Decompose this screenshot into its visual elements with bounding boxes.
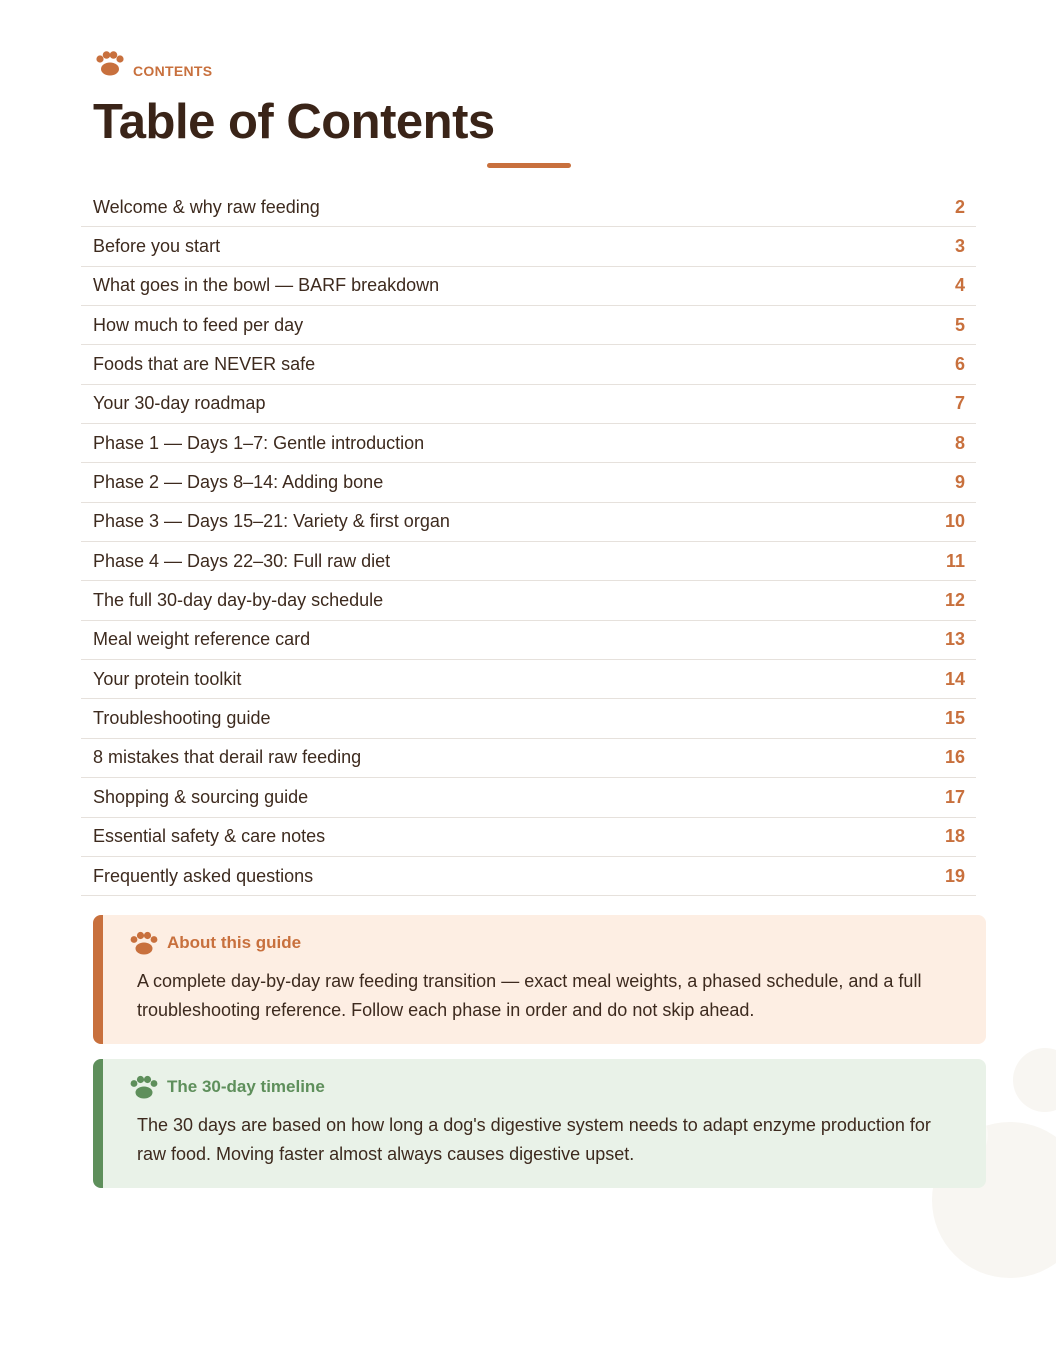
toc-page-number: 16 bbox=[944, 747, 965, 768]
callout-title: The 30-day timeline bbox=[167, 1077, 325, 1096]
toc-entry-label: 8 mistakes that derail raw feeding bbox=[93, 747, 362, 768]
callout-title: About this guide bbox=[167, 933, 302, 952]
toc-entry-label: Troubleshooting guide bbox=[93, 708, 271, 729]
toc-entry-label: Foods that are NEVER safe bbox=[93, 354, 316, 375]
callout-header bbox=[129, 1075, 956, 1099]
toc-entry-label: What goes in the bowl — BARF breakdown bbox=[93, 275, 440, 296]
toc-entry-label: Welcome & why raw feeding bbox=[93, 196, 320, 217]
toc-entry-label: Phase 1 — Days 1–7: Gentle introduction bbox=[93, 432, 425, 453]
toc-row[interactable] bbox=[81, 424, 976, 463]
table-of-contents bbox=[81, 188, 976, 896]
toc-page-number: 9 bbox=[954, 472, 965, 493]
toc-page-number: 2 bbox=[954, 196, 965, 217]
toc-row[interactable] bbox=[81, 739, 976, 778]
paw-icon bbox=[129, 1075, 159, 1099]
toc-row[interactable] bbox=[81, 306, 976, 345]
callout-body: The 30 days are based on how long a dog's digestive system needs to adapt enzyme production for raw food. Moving faster almost always causes digestive upset. bbox=[137, 1115, 931, 1164]
toc-page-number: 8 bbox=[954, 432, 965, 453]
page-title: Table of Contents bbox=[93, 95, 495, 149]
toc-page-number: 10 bbox=[944, 511, 965, 532]
kicker-label: CONTENTS bbox=[133, 63, 213, 79]
toc-entry-label: Phase 2 — Days 8–14: Adding bone bbox=[93, 472, 384, 493]
toc-page-number: 18 bbox=[944, 826, 965, 847]
toc-entry-label: Frequently asked questions bbox=[93, 865, 314, 886]
toc-row[interactable] bbox=[81, 542, 976, 581]
toc-page-number: 14 bbox=[944, 668, 965, 689]
toc-page-number: 11 bbox=[945, 550, 965, 571]
paw-icon bbox=[129, 931, 159, 955]
toc-page-number: 6 bbox=[954, 354, 965, 375]
toc-row[interactable] bbox=[81, 345, 976, 384]
toc-page-number: 5 bbox=[954, 314, 965, 335]
toc-entry-label: Your protein toolkit bbox=[93, 668, 242, 689]
toc-page-number: 4 bbox=[954, 275, 965, 296]
toc-row[interactable] bbox=[81, 857, 976, 896]
toc-page-number: 12 bbox=[944, 590, 965, 611]
toc-row[interactable] bbox=[81, 778, 976, 817]
about-guide-callout bbox=[93, 915, 986, 1044]
callout-header bbox=[129, 931, 956, 955]
toc-row[interactable] bbox=[81, 581, 976, 620]
toc-row[interactable] bbox=[81, 463, 976, 502]
toc-entry-label: Shopping & sourcing guide bbox=[93, 786, 309, 807]
toc-entry-label: Phase 3 — Days 15–21: Variety & first organ bbox=[93, 511, 450, 532]
title-underline bbox=[487, 163, 571, 168]
timeline-callout bbox=[93, 1059, 986, 1188]
toc-row[interactable] bbox=[81, 699, 976, 738]
callout-body: A complete day-by-day raw feeding transition — exact meal weights, a phased schedule, and a full troubleshooting reference. Follow each phase in order and do not skip ahead. bbox=[137, 971, 922, 1020]
toc-entry-label: Phase 4 — Days 22–30: Full raw diet bbox=[93, 550, 391, 571]
toc-entry-label: Your 30-day roadmap bbox=[93, 393, 266, 414]
toc-page-number: 3 bbox=[954, 236, 965, 257]
toc-row[interactable] bbox=[81, 188, 976, 227]
toc-entry-label: How much to feed per day bbox=[93, 314, 304, 335]
toc-row[interactable] bbox=[81, 267, 976, 306]
toc-entry-label: Essential safety & care notes bbox=[93, 826, 326, 847]
toc-page-number: 7 bbox=[954, 393, 965, 414]
toc-row[interactable] bbox=[81, 621, 976, 660]
toc-row[interactable] bbox=[81, 503, 976, 542]
toc-entry-label: Meal weight reference card bbox=[93, 629, 311, 650]
toc-page-number: 13 bbox=[944, 629, 965, 650]
toc-page-number: 17 bbox=[944, 786, 965, 807]
toc-entry-label: The full 30-day day-by-day schedule bbox=[93, 590, 384, 611]
toc-page-number: 15 bbox=[944, 708, 965, 729]
toc-row[interactable] bbox=[81, 660, 976, 699]
toc-row[interactable] bbox=[81, 227, 976, 266]
toc-row[interactable] bbox=[81, 818, 976, 857]
toc-entry-label: Before you start bbox=[93, 236, 221, 257]
toc-page-number: 19 bbox=[944, 865, 965, 886]
paw-icon bbox=[95, 50, 125, 76]
toc-row[interactable] bbox=[81, 385, 976, 424]
